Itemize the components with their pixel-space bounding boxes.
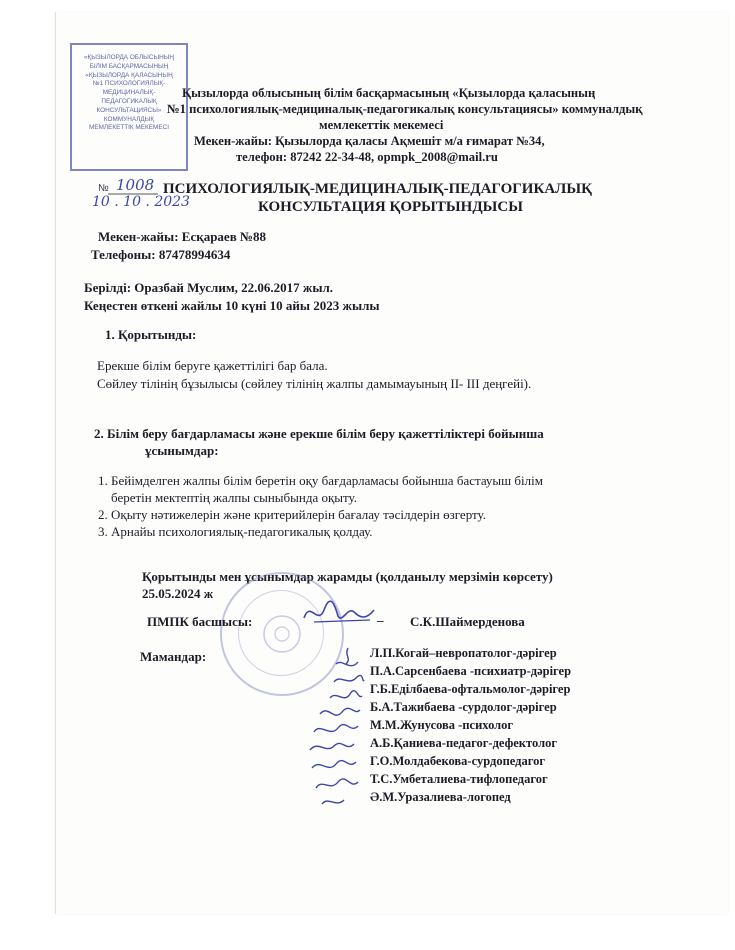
- specialist-entry: Ә.М.Уразалиева-логопед: [370, 790, 511, 804]
- specialists-label: Мамандар:: [140, 649, 207, 664]
- specialist-entry: Б.А.Тажибаева -сурдолог-дәрігер: [370, 700, 557, 714]
- stamp-number-prefix: №: [98, 183, 109, 194]
- recommendation-item: 2. Оқыту нәтижелерін және критерийлерін бағалау тәсілдерін өзгерту.: [98, 507, 486, 522]
- contact-phone: Телефоны: 87478994634: [91, 247, 231, 262]
- recommendations-heading: 2. Білім беру бағдарламасы және ерекше білім беру қажеттіліктері бойынша: [94, 426, 544, 441]
- document-title: ПСИХОЛОГИЯЛЫҚ-МЕДИЦИНАЛЫҚ-ПЕДАГОГИКАЛЫҚ: [163, 181, 592, 197]
- stamp-line: №1 ПСИХОЛОГИЯЛЫҚ-: [92, 80, 166, 88]
- stamp-line: МЕМЛЕКЕТТІК МЕКЕМЕСІ: [89, 124, 169, 132]
- header-contact: телефон: 87242 22-34-48, opmpk_2008@mail.ru: [236, 150, 498, 164]
- validity-text: Қорытынды мен ұсынымдар жарамды (қолданылу мерзімін көрсету): [142, 569, 553, 584]
- specialist-entry: П.А.Сарсенбаева -психиатр-дәрігер: [370, 664, 572, 678]
- conclusion-heading: 1. Қорытынды:: [105, 327, 197, 342]
- consultation-date: Кеңестен өткені жайлы 10 күні 10 айы 2023 жылы: [84, 298, 380, 313]
- head-name: С.К.Шаймерденова: [410, 614, 525, 629]
- head-dash: _: [377, 608, 384, 623]
- conclusion-text: Ерекше білім беруге қажеттілігі бар бала.: [97, 358, 328, 373]
- document-title: КОНСУЛЬТАЦИЯ ҚОРЫТЫНДЫСЫ: [258, 199, 523, 215]
- specialist-entry: М.М.Жунусова -психолог: [370, 718, 514, 732]
- specialist-entry: А.Б.Қаниева-педагог-дефектолог: [370, 736, 558, 750]
- stamp-date: 10 . 10 . 2023: [92, 194, 190, 210]
- stamp-line: «ҚЫЗЫЛОРДА ҚАЛАСЫНЫҢ: [85, 71, 173, 79]
- head-signature: [300, 596, 380, 630]
- header-line: мемлекеттік мекемесі: [319, 118, 444, 132]
- stamp-line: КОММУНАЛДЫҚ: [103, 115, 155, 123]
- recommendation-item: 1. Бейімделген жалпы білім беретін оқу бағдарламасы бойынша бастауыш білім: [98, 473, 543, 488]
- specialist-signatures: [300, 642, 368, 812]
- recommendation-item: 3. Арнайы психологиялық-педагогикалық қолдау.: [98, 524, 373, 539]
- header-line: Қызылорда облысының білім басқармасының «Қызылорда қаласының: [182, 86, 596, 100]
- stamp-line: ПЕДАГОГИКАЛЫҚ: [101, 97, 157, 105]
- recommendations-heading: ұсынымдар:: [145, 443, 219, 458]
- specialist-entry: Г.О.Молдабекова-сурдопедагог: [370, 754, 546, 768]
- stamp-line: КОНСУЛЬТАЦИЯСЫ»: [96, 106, 162, 114]
- stamp-line: БІЛІМ БАСҚАРМАСЫНЫҢ: [89, 62, 169, 70]
- recommendation-item: беретін мектептің жалпы сыныбында оқыту.: [111, 490, 357, 505]
- specialist-entry: Т.С.Умбеталиева-тифлопедагог: [370, 772, 548, 786]
- stamp-line: «ҚЫЗЫЛОРДА ОБЛЫСЫНЫҢ: [84, 54, 174, 61]
- head-label: ПМПК басшысы:: [147, 614, 253, 629]
- stamp-line: МЕДИЦИНАЛЫҚ-: [102, 89, 156, 97]
- validity-date: 25.05.2024 ж: [142, 586, 214, 601]
- emblem-icon: [260, 612, 304, 656]
- specialist-entry: Л.П.Когай–невропатолог-дәрігер: [370, 646, 557, 660]
- header-line: №1 психологиялық-медициналық-педагогикалық консультациясы» коммуналдық: [167, 102, 643, 116]
- contact-address: Мекен-жайы: Есқараев №88: [98, 229, 267, 244]
- conclusion-text: Сөйлеу тілінің бұзылысы (сөйлеу тілінің жалпы дамымауының ІІ- ІІІ деңгейі).: [97, 376, 532, 391]
- stamp-number: 1008: [116, 176, 155, 194]
- specialist-entry: Г.Б.Еділбаева-офтальмолог-дәрігер: [370, 682, 571, 696]
- issued-to: Берілді: Оразбай Муслим, 22.06.2017 жыл.: [84, 280, 334, 295]
- header-address: Мекен-жайы: Қызылорда қаласы Ақмешіт м/а ғимарат №34,: [194, 134, 545, 148]
